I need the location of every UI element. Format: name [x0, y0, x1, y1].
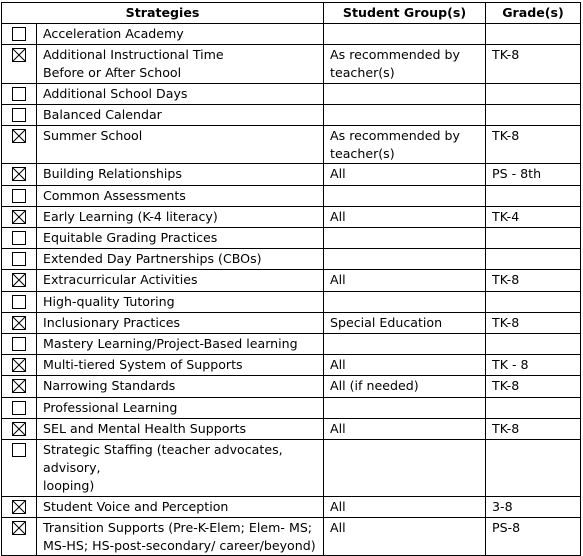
table-row: [2, 45, 581, 83]
strategy-cell: [37, 45, 324, 83]
strategy-cell: [37, 83, 324, 104]
strategy-cell: [37, 418, 324, 439]
strategy-cell: [37, 291, 324, 312]
grade-line: TK-8: [492, 272, 520, 288]
strategy-line: Professional Learning: [43, 399, 178, 415]
strategy-cell: [37, 270, 324, 291]
student-group-cell: [324, 185, 486, 206]
student-group-cell: [324, 270, 486, 291]
empty-checkbox-icon[interactable]: [12, 337, 26, 351]
strategy-cell: [37, 355, 324, 376]
student-group-cell: [324, 355, 486, 376]
header-student-groups: Student Group(s): [324, 3, 486, 24]
table-row: [2, 517, 581, 555]
grade-line: TK-8: [492, 378, 520, 394]
table-row: [2, 164, 581, 185]
table-row: [2, 291, 581, 312]
strategy-cell: [37, 249, 324, 270]
student-group-cell: [324, 126, 486, 164]
checkbox-cell: [2, 496, 37, 517]
checkbox-cell: [2, 334, 37, 355]
grade-line: TK-4: [492, 208, 520, 224]
student-group-line: As recommended by: [330, 47, 460, 63]
checked-box-icon[interactable]: [12, 273, 26, 287]
student-group-cell: [324, 249, 486, 270]
checkbox-cell: [2, 270, 37, 291]
grade-line: PS - 8th: [492, 166, 542, 182]
empty-checkbox-icon[interactable]: [12, 108, 26, 122]
grade-cell: [486, 185, 581, 206]
checked-box-icon[interactable]: [12, 316, 26, 330]
strategy-cell: [37, 104, 324, 125]
strategy-line: Additional School Days: [43, 85, 188, 101]
student-group-line: As recommended by: [330, 128, 460, 144]
student-group-line: All: [330, 357, 346, 373]
checkbox-cell: [2, 517, 37, 555]
grade-cell: [486, 270, 581, 291]
strategy-line: Extracurricular Activities: [43, 272, 198, 288]
strategy-line: Transition Supports (Pre-K-Elem; Elem- MS;: [43, 519, 313, 535]
student-group-cell: [324, 104, 486, 125]
grade-line: 3-8: [492, 498, 513, 514]
checked-box-icon[interactable]: [12, 379, 26, 393]
strategy-line: Common Assessments: [43, 187, 186, 203]
checkbox-cell: [2, 83, 37, 104]
empty-checkbox-icon[interactable]: [12, 443, 26, 457]
grade-line: TK-8: [492, 128, 520, 144]
student-group-line: All: [330, 420, 346, 436]
grade-cell: [486, 164, 581, 185]
checkbox-cell: [2, 355, 37, 376]
checkbox-cell: [2, 312, 37, 333]
grade-cell: [486, 397, 581, 418]
table-row: [2, 206, 581, 227]
checked-box-icon[interactable]: [12, 358, 26, 372]
empty-checkbox-icon[interactable]: [12, 189, 26, 203]
table-row: [2, 24, 581, 45]
table-row: [2, 312, 581, 333]
strategy-cell: [37, 126, 324, 164]
strategy-line: Equitable Grading Practices: [43, 230, 218, 246]
empty-checkbox-icon[interactable]: [12, 87, 26, 101]
student-group-cell: [324, 83, 486, 104]
student-group-cell: [324, 397, 486, 418]
student-group-line: Special Education: [330, 314, 443, 330]
student-group-line: All: [330, 272, 346, 288]
grade-cell: [486, 496, 581, 517]
checkbox-cell: [2, 249, 37, 270]
checkbox-cell: [2, 185, 37, 206]
checked-box-icon[interactable]: [12, 167, 26, 181]
checked-box-icon[interactable]: [12, 422, 26, 436]
checkbox-cell: [2, 206, 37, 227]
strategy-line: looping): [43, 478, 95, 494]
strategy-cell: [37, 312, 324, 333]
checkbox-cell: [2, 104, 37, 125]
strategy-cell: [37, 185, 324, 206]
grade-cell: [486, 206, 581, 227]
student-group-line: All: [330, 498, 346, 514]
strategy-line: Strategic Staffing (teacher advocates, advisory,: [43, 442, 283, 476]
grade-line: PS-8: [492, 519, 521, 535]
student-group-cell: [324, 517, 486, 555]
strategy-line: Building Relationships: [43, 166, 182, 182]
student-group-cell: [324, 228, 486, 249]
checkbox-cell: [2, 24, 37, 45]
table-row: [2, 496, 581, 517]
strategy-line: SEL and Mental Health Supports: [43, 420, 247, 436]
table-row: [2, 397, 581, 418]
strategy-cell: [37, 24, 324, 45]
checked-box-icon[interactable]: [12, 210, 26, 224]
grade-cell: [486, 376, 581, 397]
table-row: [2, 126, 581, 164]
strategy-line: Mastery Learning/Project-Based learning: [43, 336, 298, 352]
grade-cell: [486, 517, 581, 555]
strategy-line: Early Learning (K-4 literacy): [43, 208, 218, 224]
student-group-cell: [324, 312, 486, 333]
checked-box-icon[interactable]: [12, 129, 26, 143]
table-row: [2, 440, 581, 497]
strategy-line: Additional Instructional Time: [43, 47, 224, 63]
grade-cell: [486, 104, 581, 125]
empty-checkbox-icon[interactable]: [12, 27, 26, 41]
strategy-line: MS-HS; HS-post-secondary/ career/beyond): [43, 538, 316, 554]
table-row: [2, 355, 581, 376]
strategies-table: [1, 2, 581, 556]
student-group-cell: [324, 440, 486, 497]
student-group-cell: [324, 418, 486, 439]
strategy-cell: [37, 397, 324, 418]
table-row: [2, 249, 581, 270]
table-row: [2, 334, 581, 355]
grade-cell: [486, 291, 581, 312]
student-group-line: teacher(s): [330, 65, 395, 81]
empty-checkbox-icon[interactable]: [12, 231, 26, 245]
grade-cell: [486, 249, 581, 270]
strategy-cell: [37, 376, 324, 397]
student-group-cell: [324, 45, 486, 83]
strategy-line: Before or After School: [43, 65, 182, 81]
checkbox-cell: [2, 164, 37, 185]
strategy-cell: [37, 164, 324, 185]
grade-line: TK-8: [492, 314, 520, 330]
grade-line: TK-8: [492, 420, 520, 436]
grade-cell: [486, 355, 581, 376]
grade-cell: [486, 126, 581, 164]
empty-checkbox-icon[interactable]: [12, 401, 26, 415]
table-row: [2, 228, 581, 249]
student-group-line: teacher(s): [330, 146, 395, 162]
header-strategies: Strategies: [2, 3, 324, 24]
strategy-line: Student Voice and Perception: [43, 498, 229, 514]
strategy-line: Summer School: [43, 128, 143, 144]
student-group-cell: [324, 24, 486, 45]
strategy-line: Inclusionary Practices: [43, 314, 181, 330]
checkbox-cell: [2, 291, 37, 312]
empty-checkbox-icon[interactable]: [12, 295, 26, 309]
table-header-row: [2, 3, 581, 24]
strategy-cell: [37, 206, 324, 227]
grade-cell: [486, 228, 581, 249]
grade-cell: [486, 440, 581, 497]
checked-box-icon[interactable]: [12, 521, 26, 535]
checked-box-icon[interactable]: [12, 48, 26, 62]
strategy-line: Balanced Calendar: [43, 106, 162, 122]
strategies-table-container: [1, 2, 580, 556]
grade-cell: [486, 83, 581, 104]
table-row: [2, 185, 581, 206]
student-group-line: All (if needed): [330, 378, 419, 394]
empty-checkbox-icon[interactable]: [12, 252, 26, 266]
strategy-line: Extended Day Partnerships (CBOs): [43, 251, 262, 267]
student-group-line: All: [330, 519, 346, 535]
grade-cell: [486, 312, 581, 333]
grade-cell: [486, 418, 581, 439]
table-row: [2, 83, 581, 104]
header-grades: Grade(s): [486, 3, 581, 24]
strategy-cell: [37, 496, 324, 517]
student-group-cell: [324, 496, 486, 517]
checkbox-cell: [2, 376, 37, 397]
strategy-line: Multi-tiered System of Supports: [43, 357, 243, 373]
checkbox-cell: [2, 228, 37, 249]
student-group-line: All: [330, 208, 346, 224]
strategy-line: Acceleration Academy: [43, 26, 184, 41]
grade-cell: [486, 24, 581, 45]
table-row: [2, 418, 581, 439]
strategy-cell: [37, 440, 324, 497]
grade-cell: [486, 334, 581, 355]
table-row: [2, 270, 581, 291]
checkbox-cell: [2, 126, 37, 164]
strategy-cell: [37, 334, 324, 355]
grade-cell: [486, 45, 581, 83]
student-group-cell: [324, 291, 486, 312]
strategy-line: High-quality Tutoring: [43, 293, 175, 309]
table-row: [2, 104, 581, 125]
strategy-line: Narrowing Standards: [43, 378, 176, 394]
grade-line: TK-8: [492, 47, 520, 63]
student-group-cell: [324, 164, 486, 185]
strategy-cell: [37, 517, 324, 555]
table-row: [2, 376, 581, 397]
student-group-line: All: [330, 166, 346, 182]
grade-line: TK - 8: [492, 357, 529, 373]
student-group-cell: [324, 206, 486, 227]
student-group-cell: [324, 334, 486, 355]
student-group-cell: [324, 376, 486, 397]
checkbox-cell: [2, 45, 37, 83]
checkbox-cell: [2, 418, 37, 439]
checkbox-cell: [2, 397, 37, 418]
strategy-cell: [37, 228, 324, 249]
checkbox-cell: [2, 440, 37, 497]
checked-box-icon[interactable]: [12, 500, 26, 514]
